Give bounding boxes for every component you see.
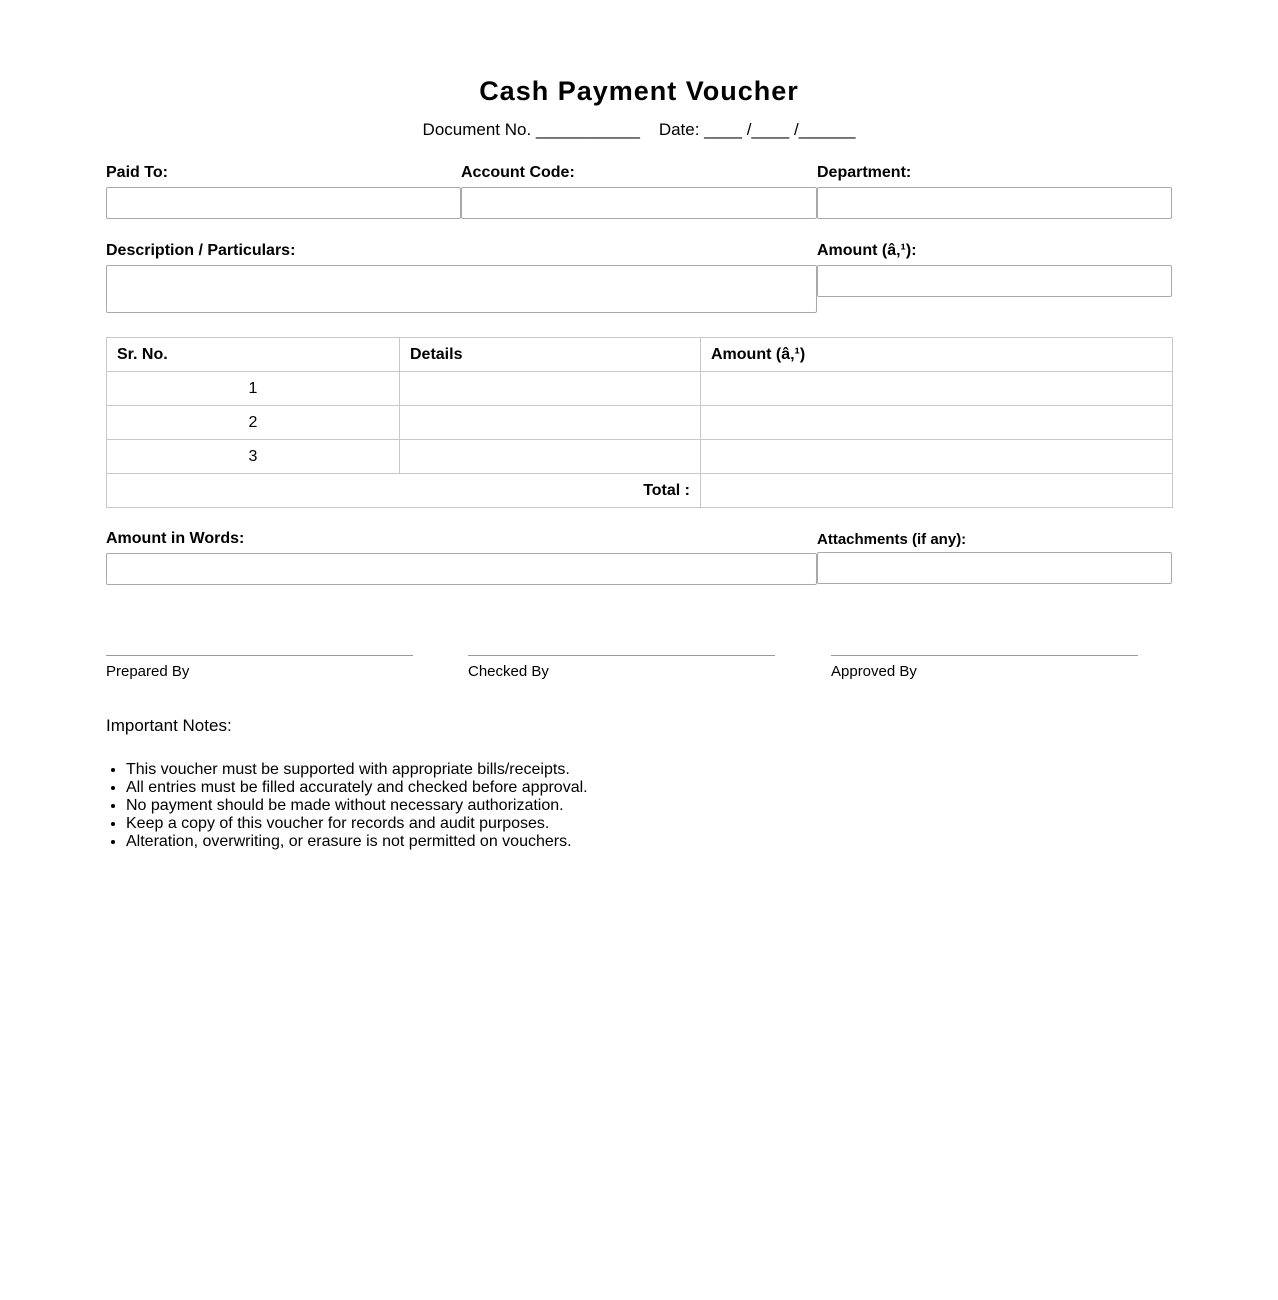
sr-no-header: Sr. No. xyxy=(107,338,400,372)
department-label: Department: xyxy=(817,164,912,181)
details-cell[interactable] xyxy=(400,406,701,440)
department-input[interactable] xyxy=(817,187,1172,219)
important-notes-title: Important Notes: xyxy=(106,716,232,735)
important-notes-list xyxy=(106,761,588,851)
list-item: • This voucher must be supported with appropriate bills/receipts. xyxy=(126,761,588,779)
amount-input[interactable] xyxy=(817,265,1172,297)
account-code-input[interactable] xyxy=(461,187,817,219)
paid-to-input[interactable] xyxy=(106,187,461,219)
checked-by-signature-line xyxy=(468,655,775,656)
document-number-date-line: Document No. ___________ Date: ____ /____ /______ xyxy=(422,120,856,139)
voucher-title: Cash Payment Voucher xyxy=(479,76,799,106)
list-item: • Alteration, overwriting, or erasure is not permitted on vouchers. xyxy=(126,833,588,851)
approved-by-label: Approved By xyxy=(831,663,917,680)
table-row xyxy=(107,406,1173,440)
voucher-items-table xyxy=(106,337,1173,508)
attachments-input[interactable] xyxy=(817,552,1172,584)
total-row xyxy=(107,474,1173,508)
list-item: • No payment should be made without necessary authorization. xyxy=(126,797,588,815)
sr-no-cell: 2 xyxy=(107,406,400,440)
amount-header: Amount (â‚¹) xyxy=(701,338,1173,372)
table-row xyxy=(107,372,1173,406)
amount-cell[interactable] xyxy=(701,406,1173,440)
list-item: • All entries must be filled accurately and checked before approval. xyxy=(126,779,588,797)
description-label: Description / Particulars: xyxy=(106,242,296,259)
sr-no-cell: 1 xyxy=(107,372,400,406)
amount-cell[interactable] xyxy=(701,372,1173,406)
table-header-row xyxy=(107,338,1173,372)
total-amount-cell[interactable] xyxy=(701,474,1173,508)
total-label: Total : xyxy=(107,474,701,508)
details-cell[interactable] xyxy=(400,440,701,474)
amount-in-words-label: Amount in Words: xyxy=(106,530,245,547)
details-cell[interactable] xyxy=(400,372,701,406)
checked-by-label: Checked By xyxy=(468,663,549,680)
prepared-by-signature-line xyxy=(106,655,413,656)
amount-cell[interactable] xyxy=(701,440,1173,474)
approved-by-signature-line xyxy=(831,655,1138,656)
attachments-label: Attachments (if any): xyxy=(817,531,967,548)
sr-no-cell: 3 xyxy=(107,440,400,474)
account-code-label: Account Code: xyxy=(461,164,575,181)
description-textarea[interactable] xyxy=(106,265,817,313)
table-row xyxy=(107,440,1173,474)
amount-in-words-input[interactable] xyxy=(106,553,817,585)
amount-label: Amount (â‚¹): xyxy=(817,242,917,259)
list-item: • Keep a copy of this voucher for records and audit purposes. xyxy=(126,815,588,833)
paid-to-label: Paid To: xyxy=(106,164,168,181)
prepared-by-label: Prepared By xyxy=(106,663,190,680)
details-header: Details xyxy=(400,338,701,372)
